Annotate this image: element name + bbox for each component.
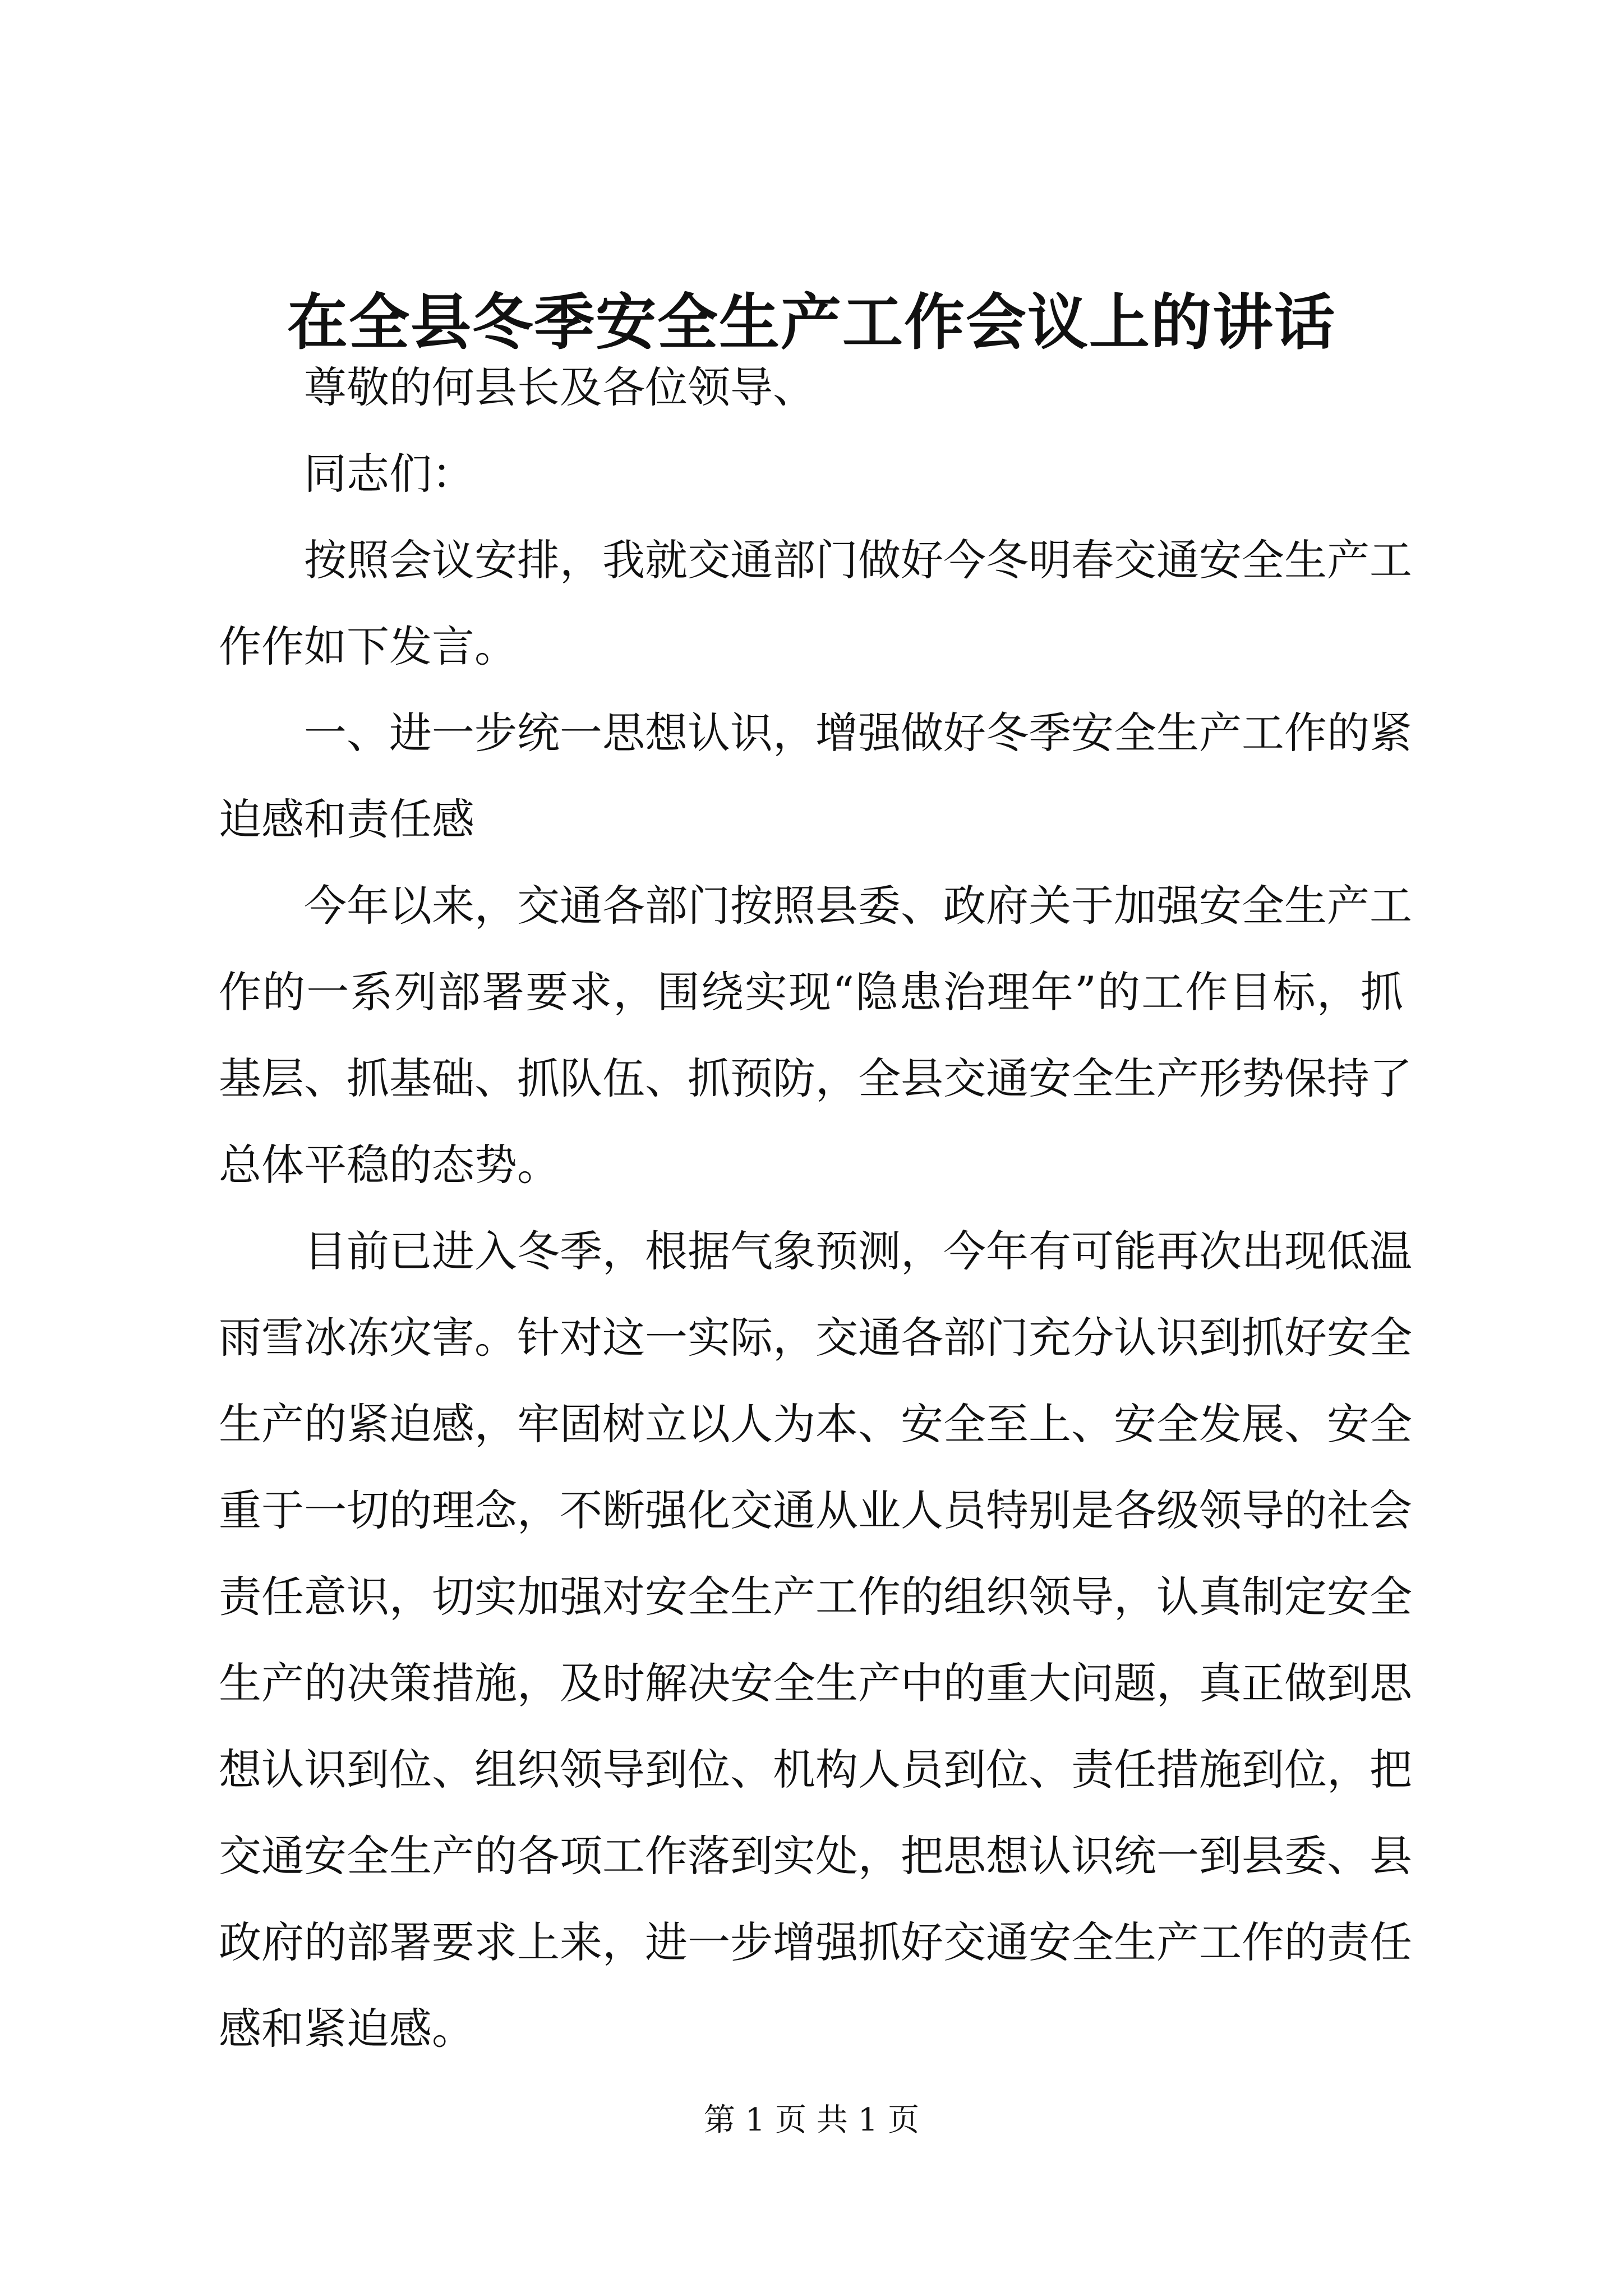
paragraph-1-line-2: 作作如下发言。 [219,622,517,671]
section-heading-1-line-1: 一、进一步统一思想认识，增强做好冬季安全生产工作的紧 [304,708,1412,758]
document-title: 在全县冬季安全生产工作会议上的讲话 [287,287,1336,358]
paragraph-2-line-2: 作的一系列部署要求，围绕实现“隐患治理年”的工作目标，抓 [219,967,1403,1017]
paragraph-3-line-1: 目前已进入冬季，根据气象预测，今年有可能再次出现低温 [304,1226,1412,1276]
paragraph-3-line-10: 感和紧迫感。 [219,2004,474,2054]
salutation-line-2: 同志们： [304,449,474,499]
paragraph-2-line-1: 今年以来，交通各部门按照县委、政府关于加强安全生产工 [304,881,1412,931]
paragraph-2-line-3: 基层、抓基础、抓队伍、抓预防，全县交通安全生产形势保持了 [219,1053,1412,1103]
paragraph-3-line-7: 想认识到位、组织领导到位、机构人员到位、责任措施到位，把 [219,1745,1412,1795]
page-number-footer: 第 1 页 共 1 页 [703,2102,920,2138]
paragraph-3-line-4: 重于一切的理念，不断强化交通从业人员特别是各级领导的社会 [219,1485,1412,1535]
paragraph-3-line-6: 生产的决策措施，及时解决安全生产中的重大问题，真正做到思 [219,1658,1412,1708]
paragraph-2-line-4: 总体平稳的态势。 [219,1140,560,1190]
paragraph-3-line-5: 责任意识，切实加强对安全生产工作的组织领导，认真制定安全 [219,1572,1412,1622]
paragraph-3-line-2: 雨雪冰冻灾害。针对这一实际，交通各部门充分认识到抓好安全 [219,1313,1412,1363]
salutation-line-1: 尊敬的何县长及各位领导、 [304,362,815,412]
paragraph-1-line-1: 按照会议安排，我就交通部门做好今冬明春交通安全生产工 [304,535,1412,585]
paragraph-3-line-9: 政府的部署要求上来，进一步增强抓好交通安全生产工作的责任 [219,1917,1412,1967]
paragraph-3-line-3: 生产的紧迫感，牢固树立以人为本、安全至上、安全发展、安全 [219,1399,1412,1449]
section-heading-1-line-2: 迫感和责任感 [219,794,474,844]
paragraph-3-line-8: 交通安全生产的各项工作落到实处，把思想认识统一到县委、县 [219,1831,1412,1881]
